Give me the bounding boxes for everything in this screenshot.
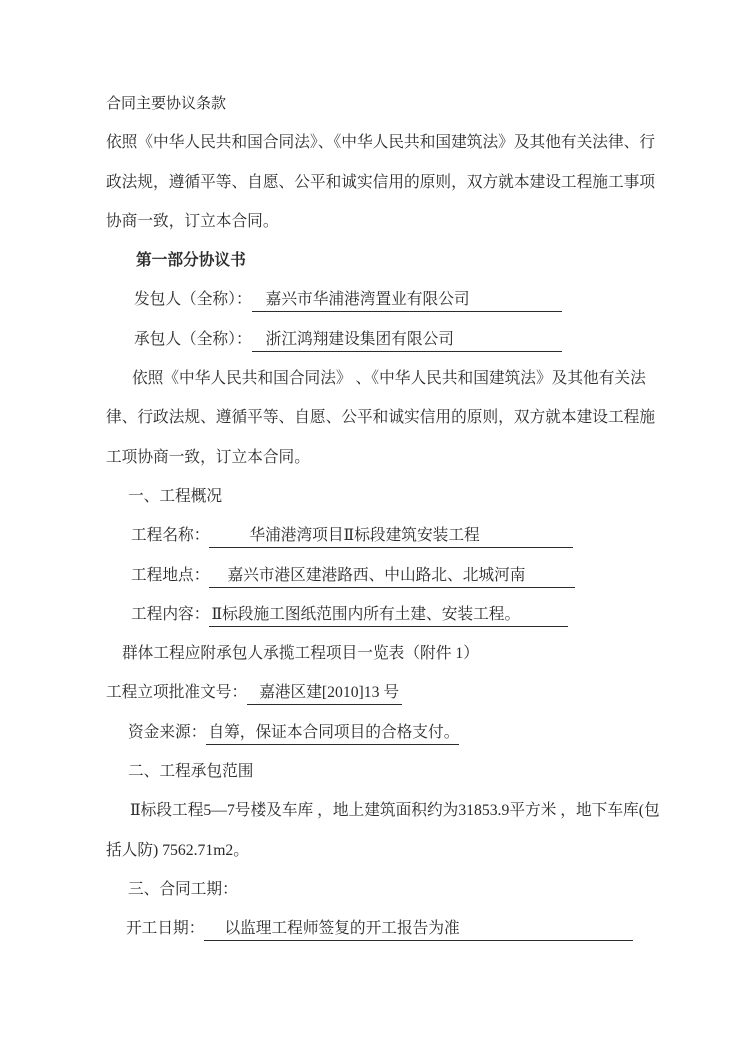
- project-location-line: [106, 556, 688, 595]
- section2-heading: 二、工程承包范围: [128, 763, 254, 781]
- project-content-label: 工程内容：: [131, 605, 210, 623]
- employer-value-blank: 嘉兴市华浦港湾置业有限公司: [252, 289, 562, 312]
- contractor-value-blank: 浙江鸿翔建设集团有限公司: [252, 329, 562, 352]
- contractor-label: 承包人（全称）：: [134, 330, 252, 348]
- preamble-line-3: 协商一致，订立本合同。: [106, 212, 279, 230]
- project-content-line: [106, 595, 688, 634]
- basis-line-1: 依照《中华人民共和国合同法》 、《中华人民共和国建筑法》及其他有关法: [132, 370, 646, 388]
- project-location-label: 工程地点：: [131, 566, 210, 584]
- page-title: 合同主要协议条款: [106, 95, 227, 112]
- preamble-line-1: 依照《中华人民共和国合同法》、《中华人民共和国建筑法》及其他有关法律、行: [106, 134, 656, 152]
- project-content-value-blank: Ⅱ标段施工图纸范围内所有土建、安装工程。: [209, 604, 568, 627]
- funding-label: 资金来源：: [128, 723, 207, 741]
- scope-line-1: Ⅱ标段工程5—7号楼及车库 ，地上建筑面积约为31853.9平方米 ，地下车库(包: [130, 802, 660, 820]
- basis-line-2: 律、行政法规、遵循平等、自愿、公平和诚实信用的原则，双方就本建设工程施: [106, 409, 656, 427]
- basis-line-3: 工项协商一致，订立本合同。: [106, 448, 310, 466]
- part1-heading: 第一部分协议书: [136, 252, 246, 270]
- scope-line-2: 括人防) 7562.71m2。: [106, 841, 249, 859]
- group-project-note: 群体工程应附承包人承揽工程项目一览表（附件 1）: [122, 645, 479, 663]
- project-name-line: [106, 516, 688, 555]
- start-date-value-blank: 以监理工程师签复的开工报告为准: [204, 918, 633, 941]
- contractor-line: [106, 320, 688, 359]
- project-name-value-blank: 华浦港湾项目Ⅱ标段建筑安装工程: [209, 525, 573, 548]
- section1-heading: 一、工程概况: [128, 487, 223, 505]
- section3-heading: 三、合同工期：: [128, 880, 238, 898]
- approval-value-blank: 嘉港区建[2010]13 号: [247, 682, 402, 705]
- employer-line: [106, 280, 688, 319]
- approval-label: 工程立项批准文号：: [106, 684, 248, 702]
- employer-label: 发包人（全称）：: [134, 291, 252, 309]
- project-name-label: 工程名称：: [131, 527, 210, 545]
- start-date-line: [106, 909, 688, 948]
- funding-line: [106, 713, 688, 752]
- project-location-value-blank: 嘉兴市港区建港路西、中山路北、北城河南: [209, 565, 575, 588]
- start-date-label: 开工日期：: [126, 920, 205, 938]
- approval-line: [106, 673, 688, 712]
- funding-value-blank: 自筹，保证本合同项目的合格支付。: [206, 722, 459, 745]
- preamble-line-2: 政法规，遵循平等、自愿、公平和诚实信用的原则，双方就本建设工程施工事项: [106, 173, 656, 191]
